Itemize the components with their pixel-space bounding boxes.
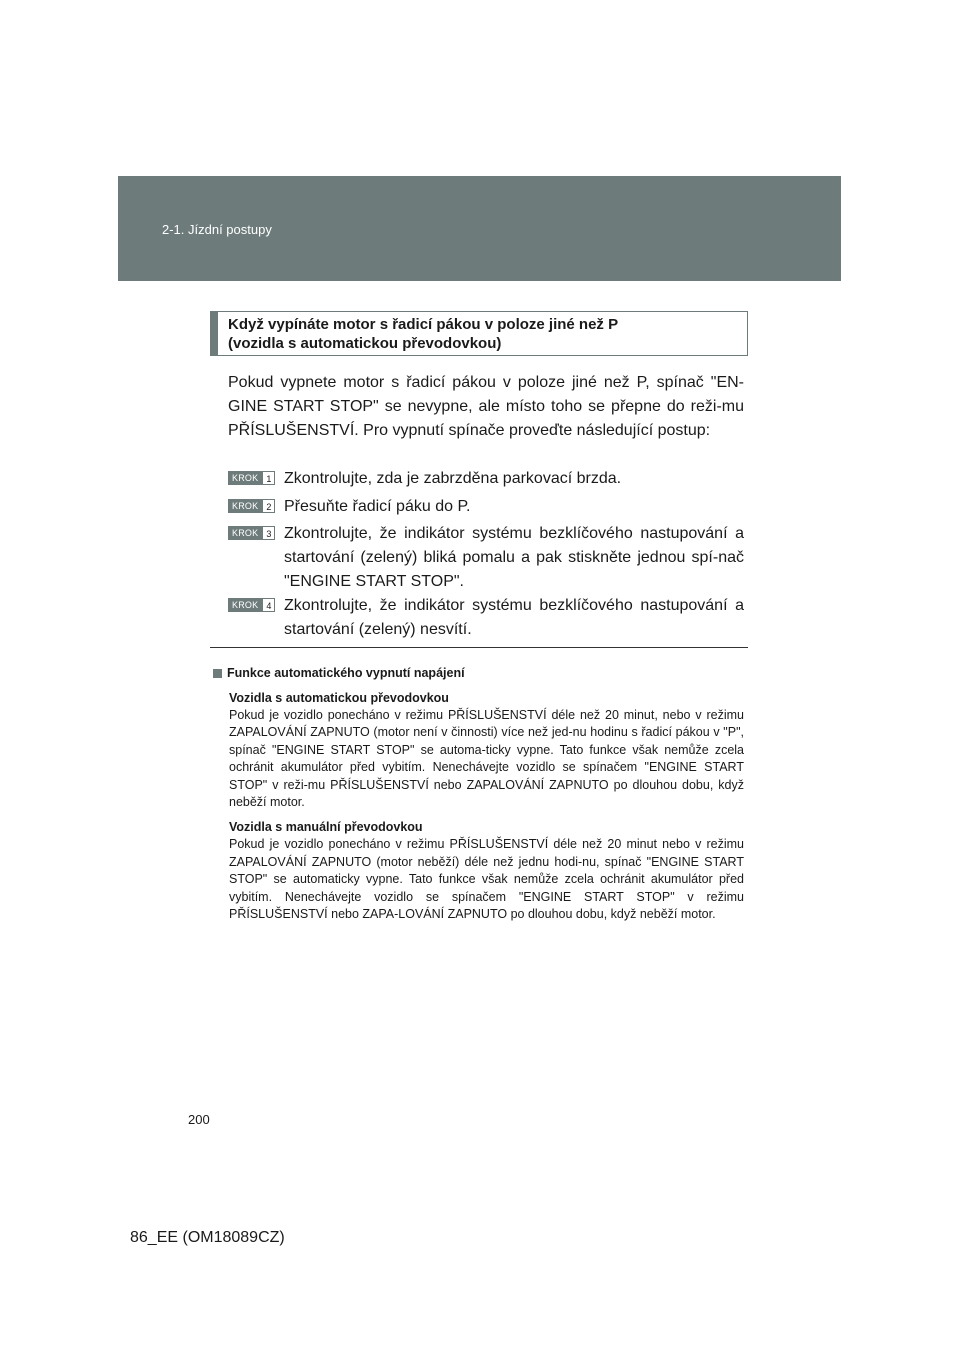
note-manual-title: Vozidla s manuální převodovkou xyxy=(229,820,423,835)
step-badge-number: 2 xyxy=(262,499,275,513)
intro-paragraph: Pokud vypnete motor s řadicí pákou v poloze jiné než P, spínač "EN-GINE START STOP" se nevypne, ale místo toho se přepne do reži-mu PŘÍSLUŠENSTVÍ. Pro vypnutí spínače proveďte následující postup: xyxy=(228,374,744,439)
topic-title-line1: Když vypínáte motor s řadicí pákou v poloze jiné než P xyxy=(228,316,619,333)
note-manual-body: Pokud je vozidlo ponecháno v režimu PŘÍSLUŠENSTVÍ déle než 20 minut nebo v režimu ZAPALOVÁNÍ ZAPNUTO (motor neběží) déle než jednu hodi-nu, spínač "ENGINE START STOP" se automaticky vypne. Tato funkce však nemůže zcela ochránit akumulátor před vybitím. Nenechávejte vozidlo se spínačem "ENGINE START STOP" v režimu PŘÍSLUŠENSTVÍ nebo ZAPA-LOVÁNÍ ZAPNUTO po dlouhou dobu, když neběží motor. xyxy=(229,837,744,922)
step-badge-label: KROK xyxy=(228,471,262,485)
step-text: Přesuňte řadicí páku do P. xyxy=(284,498,471,515)
topic-title-line2: (vozidla s automatickou převodovkou) xyxy=(228,335,502,352)
step-text: Zkontrolujte, zda je zabrzděna parkovací brzda. xyxy=(284,470,622,487)
note-automatic xyxy=(213,690,744,811)
page-number: 200 xyxy=(188,1112,210,1127)
step-text: Zkontrolujte, že indikátor systému bezklíčového nastupování a startování (zelený) nesvítí. xyxy=(284,597,744,638)
note-automatic-title: Vozidla s automatickou převodovkou xyxy=(229,691,449,705)
step-badge xyxy=(228,471,275,485)
step-badge xyxy=(228,526,275,540)
note-automatic-body: Pokud je vozidlo ponecháno v režimu PŘÍSLUŠENSTVÍ déle než 20 minut, nebo v režimu ZAPALOVÁNÍ ZAPNUTO (motor není v činnosti) více než jed-nu hodinu s řadicí pákou v "P", spínač "ENGINE START STOP" se automa-ticky vypne. Tato funkce však nemůže zcela ochránit akumulátor před vybitím. Nenechávejte vozidlo se spínačem "ENGINE START STOP" v reži-mu PŘÍSLUŠENSTVÍ nebo ZAPALOVÁNÍ ZAPNUTO po dlouhou dobu, když neběží motor. xyxy=(229,708,744,810)
notes-heading xyxy=(213,664,744,682)
divider xyxy=(210,647,748,648)
step-badge-label: KROK xyxy=(228,526,262,540)
document-code: 86_EE (OM18089CZ) xyxy=(130,1229,285,1246)
square-bullet-icon xyxy=(213,669,222,678)
step-badge-label: KROK xyxy=(228,499,262,513)
topic-title xyxy=(228,315,743,353)
step-badge-number: 3 xyxy=(262,526,275,540)
step-badge-number: 1 xyxy=(262,471,275,485)
section-label: 2-1. Jízdní postupy xyxy=(162,222,272,237)
step-text: Zkontrolujte, že indikátor systému bezklíčového nastupování a startování (zelený) bliká pomalu a pak stiskněte jednou spí-nač "ENGINE START STOP". xyxy=(284,525,744,590)
notes-section xyxy=(213,664,744,923)
header-band xyxy=(118,176,841,281)
note-manual xyxy=(213,819,744,923)
step-badge-label: KROK xyxy=(228,598,262,612)
step-badge xyxy=(228,499,275,513)
topic-box xyxy=(210,311,748,356)
step-badge xyxy=(228,598,275,612)
step-badge-number: 4 xyxy=(262,598,275,612)
notes-heading-text: Funkce automatického vypnutí napájení xyxy=(227,666,465,680)
